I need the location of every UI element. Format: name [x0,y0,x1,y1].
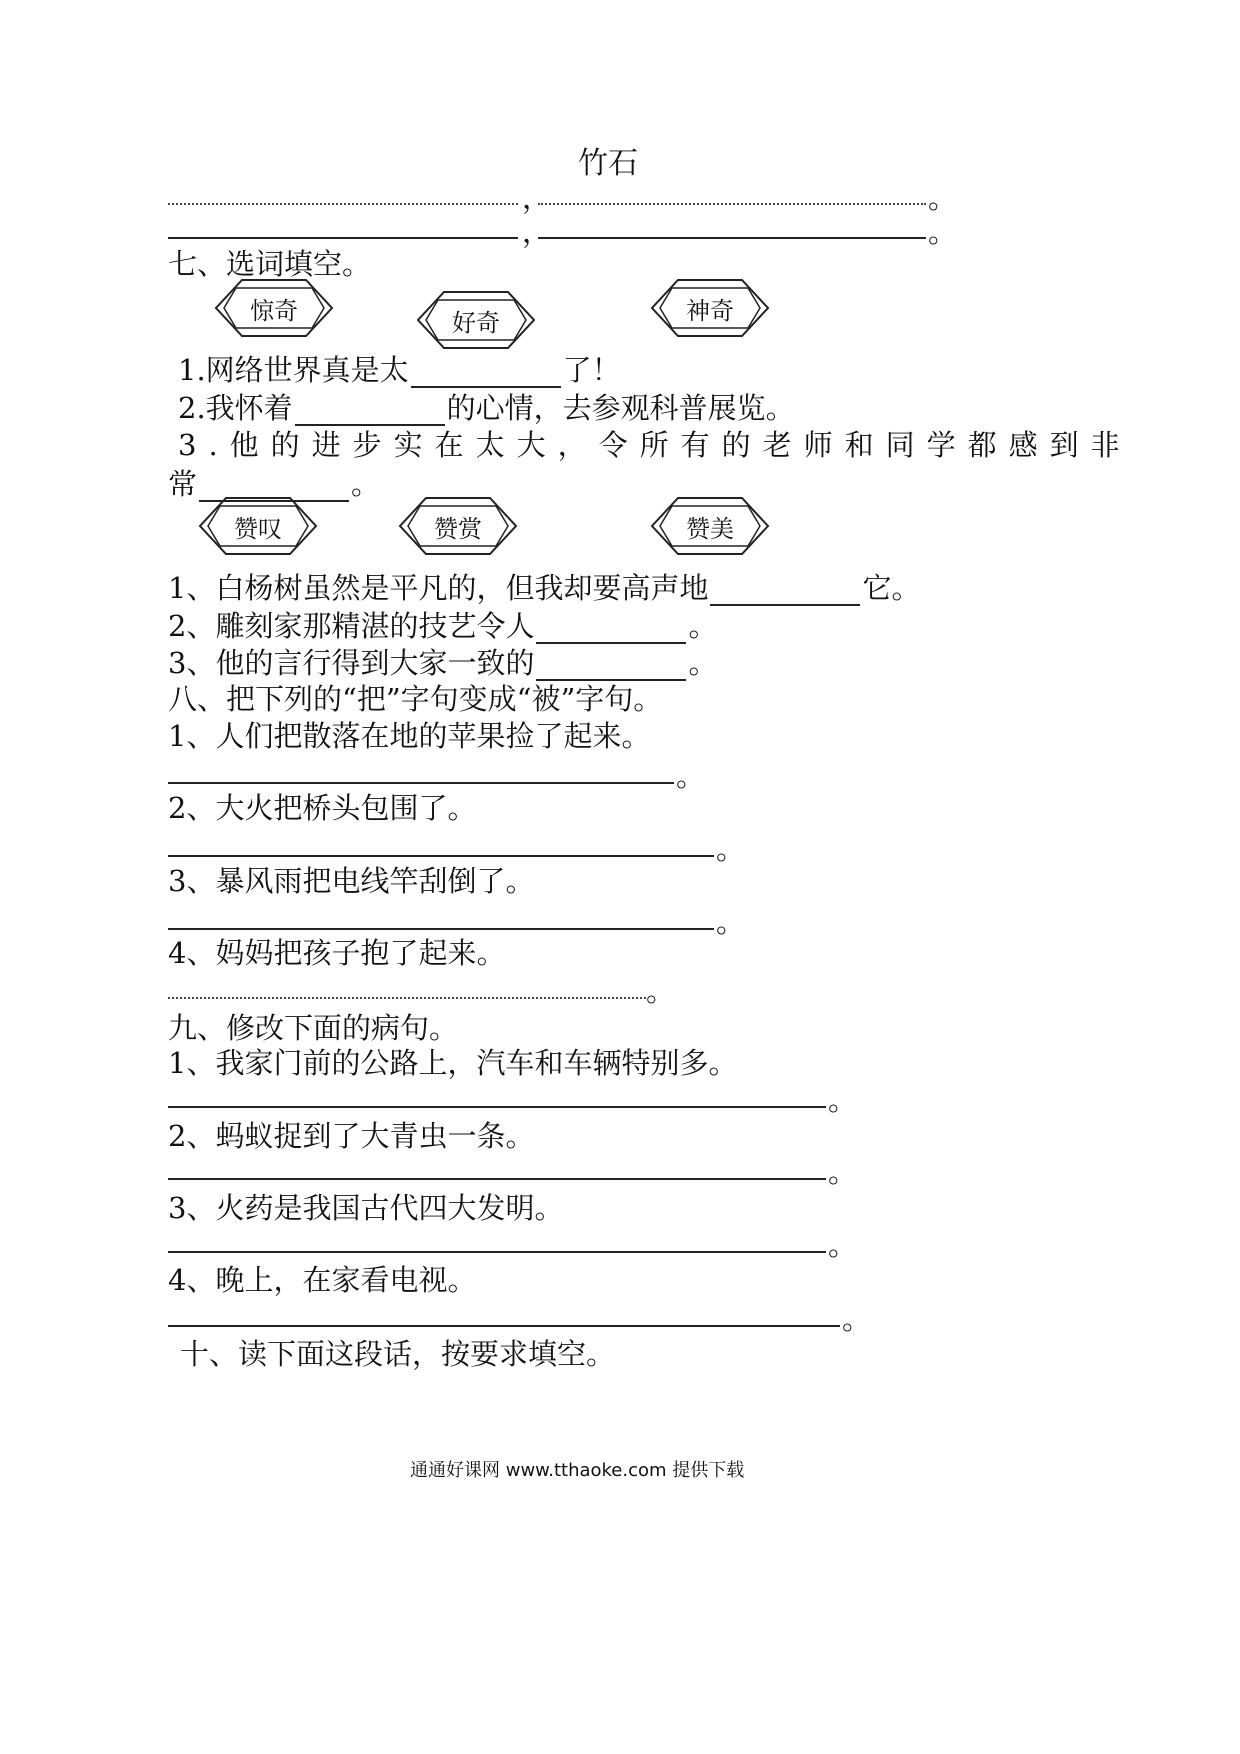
blank[interactable] [295,396,445,426]
period: 。 [828,1155,858,1189]
section-10-heading: 十、读下面这段话，按要求填空。 [180,1337,616,1371]
question-text: 1、人们把散落在地的苹果捡了起来。 [168,719,651,753]
answer-line[interactable] [168,782,674,784]
word-badge [214,278,334,338]
question-text: 3、暴风雨把电线竿刮倒了。 [168,864,535,898]
word-badge-label: 惊奇 [250,296,298,325]
fill-item [168,608,717,644]
period: 。 [828,1228,858,1262]
word-badge [398,496,518,556]
word-badge-label: 好奇 [452,308,500,337]
blank[interactable] [536,651,686,681]
section-7-heading: 七、选词填空。 [168,247,372,281]
word-badge [650,496,770,556]
period: 。 [646,974,676,1008]
question-text: 2、大火把桥头包围了。 [168,791,477,825]
word-badge [650,278,770,338]
period: 。 [716,905,746,939]
period: 。 [842,1302,872,1336]
question-text: 3、火药是我国古代四大发明。 [168,1191,564,1225]
answer-line[interactable] [168,928,714,930]
item-text: 了！ [562,353,621,387]
answer-line[interactable] [168,203,518,205]
item-text: 2、雕刻家那精湛的技艺令人 [168,609,535,643]
item-text: 常 [168,467,198,501]
item-text: 1、白杨树虽然是平凡的，但我却要高声地 [168,571,709,605]
question-text: 2、蚂蚁捉到了大青虫一条。 [168,1119,535,1153]
page-title: 竹石 [578,146,638,181]
period: 。 [716,832,746,866]
answer-line[interactable] [538,237,926,239]
answer-line[interactable] [538,203,926,205]
fill-item [168,645,717,681]
comma: ， [522,215,552,249]
period: 。 [928,181,958,215]
word-badge [198,496,318,556]
period: 。 [928,215,958,249]
answer-line[interactable] [168,997,646,999]
item-text: 。 [688,646,718,680]
section-9-heading: 九、修改下面的病句。 [168,1011,459,1045]
period: 。 [828,1083,858,1117]
word-badge-label: 赞叹 [234,514,282,543]
answer-line[interactable] [168,1251,826,1253]
answer-line[interactable] [168,237,518,239]
fill-item [178,352,621,388]
item-text: 2.我怀着 [178,391,293,425]
question-text: 4、妈妈把孩子抱了起来。 [168,936,506,970]
question-text: 1、我家门前的公路上，汽车和车辆特别多。 [168,1046,738,1080]
item-text: 的心情，去参观科普展览。 [446,391,795,425]
word-badge-label: 赞美 [686,514,734,543]
period: 。 [676,759,706,793]
answer-line[interactable] [168,1106,826,1108]
blank[interactable] [411,358,561,388]
fill-item: 3.他的进步实在太大，令所有的老师和同学都感到非 [178,428,1132,462]
word-badge [416,290,536,350]
word-badge-label: 神奇 [686,296,734,325]
answer-line[interactable] [168,1325,840,1327]
answer-line[interactable] [168,1178,826,1180]
blank[interactable] [536,614,686,644]
item-text: 3、他的言行得到大家一致的 [168,646,535,680]
fill-item [178,390,795,426]
word-badge-label: 赞赏 [434,514,482,543]
comma: ， [522,181,552,215]
blank[interactable] [710,576,860,606]
item-text: 它。 [862,571,921,605]
question-text: 4、晚上，在家看电视。 [168,1263,477,1297]
footer-text: 通通好课网 www.tthaoke.com 提供下载 [410,1460,745,1481]
item-text: 。 [688,609,718,643]
fill-item [168,570,920,606]
item-text: 1.网络世界真是太 [178,353,409,387]
answer-line[interactable] [168,855,714,857]
item-text: 。 [351,467,381,501]
section-8-heading: 八、把下列的“把”字句变成“被”字句。 [168,682,663,716]
